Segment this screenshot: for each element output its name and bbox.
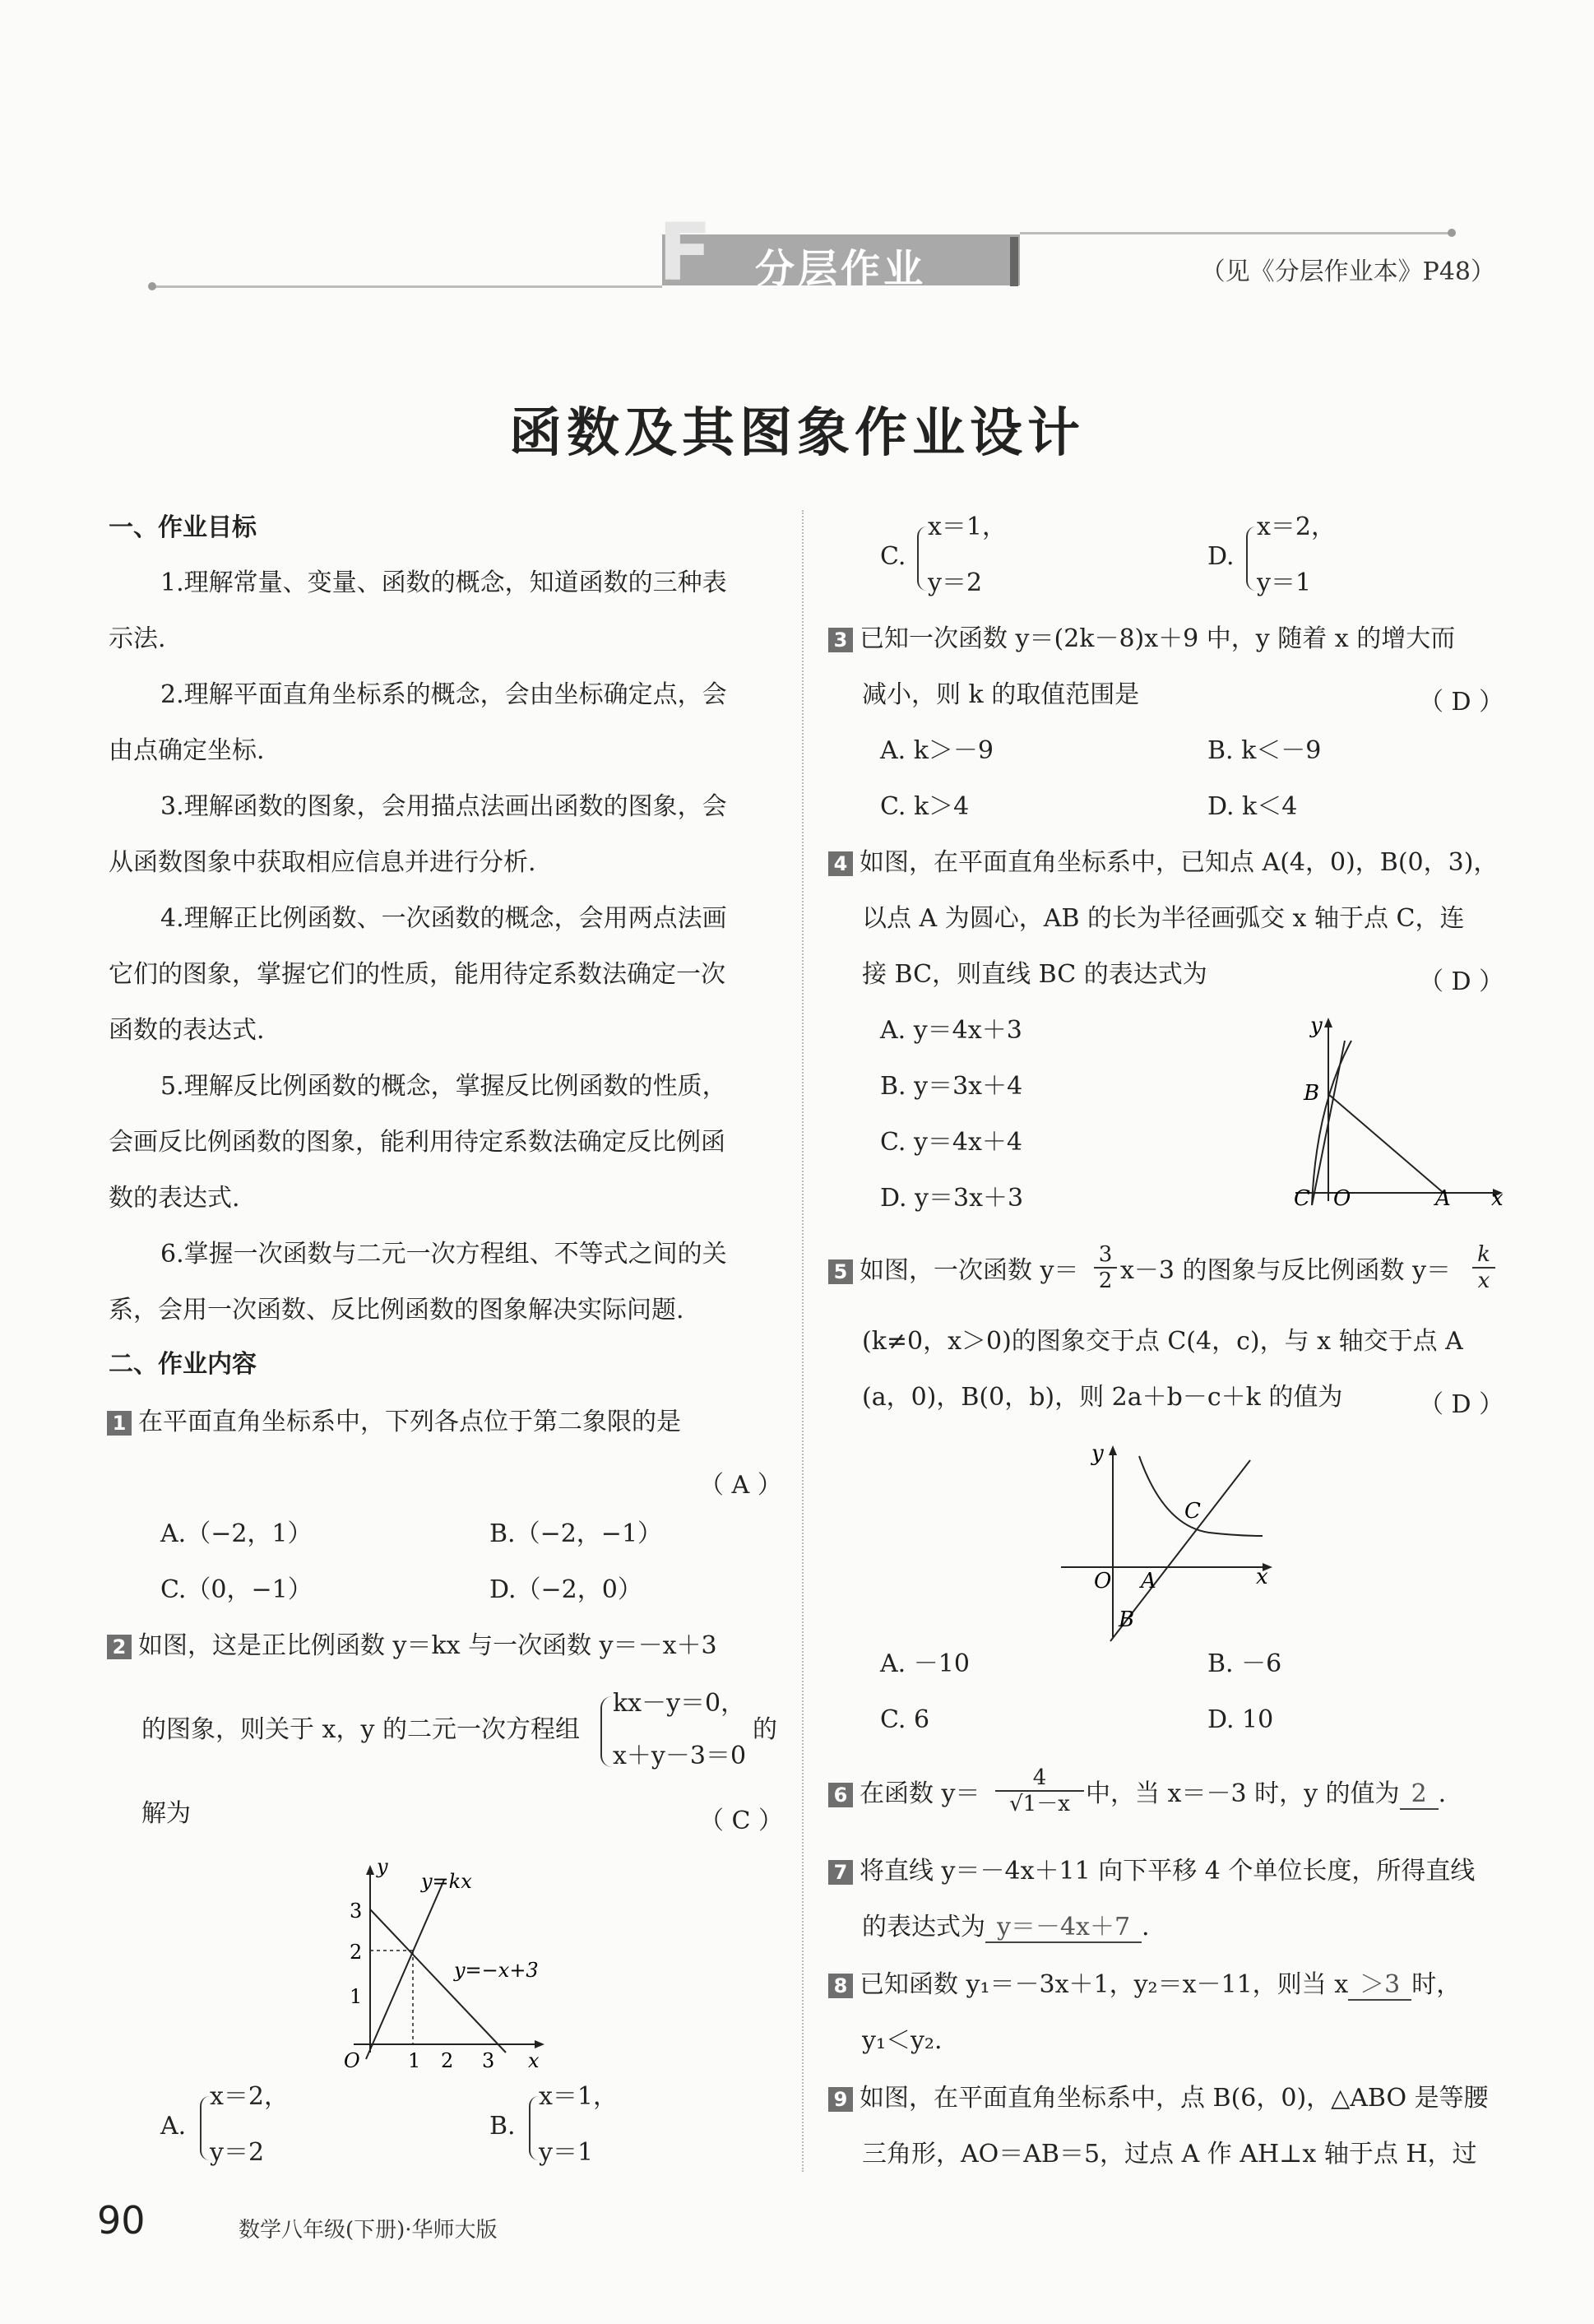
q2-graph-kx-label: y=kx	[421, 1870, 472, 1893]
page-title: 函数及其图象作业设计	[509, 402, 1085, 464]
q2-optB-r1: x＝1，	[539, 2082, 619, 2111]
q2-optB-label: B.	[489, 2112, 516, 2141]
q5-f1-denominator: 2	[1098, 1269, 1113, 1293]
sec1-line: 从函数图象中获取相应信息并进行分析.	[109, 848, 536, 877]
sec1-line: 由点确定坐标.	[109, 736, 265, 765]
q3-option-b: B. k＜－9	[1207, 736, 1322, 765]
q2-text: 如图，这是正比例函数 y＝kx 与一次函数 y＝－x＋3	[138, 1631, 717, 1660]
q6-text-mid	[1086, 1780, 1446, 1808]
q2-graph-xtick: 1	[408, 2049, 421, 2069]
q2-graph-xtick: 2	[441, 2049, 454, 2069]
q2-graph-line-label: y=−x+3	[454, 1959, 539, 1982]
q5-graph-c-label: C	[1184, 1499, 1201, 1524]
q2-optD-brace	[1246, 526, 1256, 591]
q2-number-badge: 2	[107, 1635, 132, 1659]
banner-f-icon: F	[658, 206, 712, 299]
q2-graph-x-label: x	[528, 2049, 540, 2069]
q6-number-badge: 6	[828, 1783, 853, 1807]
column-divider	[802, 510, 804, 2172]
banner-ref: （见《分层作业本》P48）	[1200, 257, 1495, 286]
q3-text: 已知一次函数 y＝(2k－8)x＋9 中，y 随着 x 的增大而	[860, 624, 1456, 653]
q4-option-c: C. y＝4x＋4	[880, 1128, 1022, 1157]
q6-mid: 中，当 x＝－3 时，y 的值为	[1086, 1779, 1400, 1808]
q2-optB-brace	[529, 2096, 539, 2160]
sec1-line: 数的表达式.	[109, 1184, 240, 1213]
q5-line2: (k≠0，x＞0)的图象交于点 C(4，c)，与 x 轴交于点 A	[862, 1327, 1463, 1356]
q5-graph-y-label: y	[1091, 1441, 1104, 1466]
q9-text: 如图，在平面直角坐标系中，点 B(6，0)，△ABO 是等腰	[860, 2084, 1489, 2113]
q7-fill-answer: y＝－4x＋7	[985, 1913, 1142, 1943]
q5-option-c: C. 6	[880, 1705, 930, 1734]
q2-graph-origin: O	[344, 2049, 360, 2069]
sec1-line: 3.理解函数的图象，会用描点法画出函数的图象，会	[160, 792, 727, 821]
q2-graph	[329, 1855, 551, 2069]
q8-number-badge: 8	[828, 1974, 853, 1998]
q1-stem	[107, 1408, 681, 1436]
q2-optA-label: A.	[160, 2112, 187, 2141]
banner-bar	[1010, 237, 1018, 286]
q5-f2-denominator: x	[1477, 1269, 1490, 1293]
q2-line2a: 的图象，则关于 x，y 的二元一次方程组	[141, 1715, 580, 1744]
q7-line2	[862, 1913, 1150, 1941]
q2-graph-ytick: 1	[350, 1985, 363, 2008]
q5-graph	[1049, 1436, 1287, 1645]
q6-fraction	[995, 1765, 1084, 1816]
q5-f1-numerator: 3	[1094, 1242, 1117, 1269]
banner-line-left	[152, 285, 662, 288]
q4-graph-y-label: y	[1310, 1014, 1323, 1038]
q5-fraction-1	[1094, 1242, 1117, 1293]
q5-option-b: B. －6	[1207, 1649, 1282, 1678]
sec1-line: 5.理解反比例函数的概念，掌握反比例函数的性质，	[160, 1072, 727, 1101]
q4-option-d: D. y＝3x＋3	[880, 1184, 1024, 1213]
sec1-line: 6.掌握一次函数与二元一次方程组、不等式之间的关	[160, 1240, 727, 1269]
q6-post: .	[1438, 1779, 1447, 1808]
q2-optC-label: C.	[880, 542, 906, 571]
q5-line1	[828, 1257, 1078, 1285]
q2-graph-ytick: 2	[350, 1941, 363, 1964]
q2-line3: 解为	[141, 1799, 191, 1828]
q3-answer: （ D ）	[1419, 688, 1504, 717]
q2-optC-r2: y＝2	[928, 568, 983, 597]
q7-post: .	[1142, 1913, 1150, 1941]
q3-line2: 减小，则 k 的取值范围是	[862, 680, 1140, 709]
q4-line3: 接 BC，则直线 BC 的表达式为	[862, 960, 1207, 989]
q1-number-badge: 1	[107, 1411, 132, 1436]
q3-number-badge: 3	[828, 628, 853, 652]
q9-number-badge: 9	[828, 2087, 853, 2112]
q1-option-c: C.（0，−1）	[160, 1575, 313, 1604]
q5-text-a: 如图，一次函数 y＝	[860, 1256, 1079, 1285]
q2-optD-r1: x＝2，	[1257, 513, 1337, 541]
q2-sys1: kx－y＝0，	[613, 1689, 746, 1718]
q4-line1	[828, 849, 1498, 877]
q6-denominator: √1－x	[1009, 1792, 1070, 1816]
footer-text: 数学八年级(下册)·华师大版	[239, 2218, 498, 2243]
q5-graph-a-label: A	[1141, 1569, 1156, 1593]
q8-text: 已知函数 y₁＝－3x＋1，y₂＝x－11，则当 x	[860, 1970, 1349, 1999]
sec2-heading: 二、作业内容	[109, 1350, 257, 1379]
q9-line1	[828, 2085, 1489, 2113]
q4-graph-a-label: A	[1435, 1186, 1451, 1211]
q6-fill-answer: 2	[1400, 1779, 1439, 1810]
q1-text: 在平面直角坐标系中，下列各点位于第二象限的是	[138, 1408, 681, 1436]
q5-text-b: x－3 的图象与反比例函数 y＝	[1120, 1256, 1452, 1285]
q7-pre: 的表达式为	[862, 1913, 985, 1941]
page-number: 90	[97, 2198, 146, 2243]
q4-graph-c-label: C	[1294, 1186, 1310, 1211]
q5-option-a: A. －10	[880, 1649, 970, 1678]
q5-option-d: D. 10	[1207, 1705, 1274, 1734]
q4-graph-b-label: B	[1304, 1081, 1320, 1106]
q2-optC-brace	[917, 526, 927, 591]
q3-option-d: D. k＜4	[1207, 792, 1298, 821]
q2-sys2: x＋y－3＝0	[613, 1742, 747, 1770]
q2-optD-r2: y＝1	[1257, 568, 1312, 597]
q2-line2b: 的	[753, 1715, 777, 1744]
q1-option-b: B.（−2，−1）	[489, 1519, 663, 1548]
q5-f2-numerator: k	[1472, 1242, 1495, 1269]
q5-fraction-2	[1472, 1242, 1495, 1293]
q5-graph-x-label: x	[1256, 1565, 1268, 1589]
sec1-line: 1.理解常量、变量、函数的概念，知道函数的三种表	[160, 568, 727, 597]
q9-line2: 三角形，AO＝AB＝5，过点 A 作 AH⊥x 轴于点 H，过	[862, 2140, 1477, 2169]
q2-graph-ytick: 3	[350, 1900, 363, 1923]
q2-line1	[107, 1632, 717, 1660]
sec1-heading: 一、作业目标	[109, 513, 257, 542]
q2-optA-r2: y＝2	[210, 2138, 265, 2167]
q5-graph-b-label: B	[1119, 1607, 1135, 1632]
q4-graph-x-label: x	[1491, 1186, 1504, 1211]
q3-line1	[828, 625, 1455, 653]
q8-post: 时，	[1411, 1970, 1462, 1999]
q2-optB-r2: y＝1	[539, 2138, 594, 2167]
q2-system-brace	[600, 1696, 612, 1767]
q2-graph-y-label: y	[377, 1855, 388, 1878]
q4-answer: （ D ）	[1419, 967, 1504, 996]
q5-line3: (a，0)，B(0，b)，则 2a＋b－c＋k 的值为	[862, 1383, 1343, 1412]
q7-number-badge: 7	[828, 1860, 853, 1885]
q8-line2: y₁＜y₂.	[862, 2026, 943, 2055]
q6-text-pre: 在函数 y＝	[860, 1779, 980, 1808]
q2-optA-r1: x＝2，	[210, 2082, 290, 2111]
q1-option-a: A.（−2，1）	[160, 1519, 313, 1548]
sec1-line: 它们的图象，掌握它们的性质，能用待定系数法确定一次	[109, 960, 725, 989]
sec1-line: 示法.	[109, 624, 166, 653]
q1-option-d: D.（−2，0）	[489, 1575, 642, 1604]
q4-graph	[1279, 1008, 1518, 1213]
q2-optD-label: D.	[1207, 542, 1235, 571]
q6-numerator: 4	[995, 1765, 1084, 1792]
banner-line-right	[1020, 232, 1452, 234]
sec1-line: 函数的表达式.	[109, 1016, 265, 1045]
q2-optC-r1: x＝1，	[928, 513, 1008, 541]
q3-option-c: C. k＞4	[880, 792, 970, 821]
q5-graph-o-label: O	[1094, 1569, 1112, 1593]
q5-number-badge: 5	[828, 1259, 853, 1284]
banner-dot-left	[148, 282, 156, 290]
q1-answer: （ A ）	[699, 1471, 782, 1500]
banner-dot-right	[1448, 229, 1456, 237]
q7-line1	[828, 1858, 1475, 1886]
q4-line2: 以点 A 为圆心，AB 的长为半径画弧交 x 轴于点 C，连	[862, 904, 1465, 933]
sec1-line: 会画反比例函数的图象，能利用待定系数法确定反比例函	[109, 1128, 725, 1157]
sec1-line: 4.理解正比例函数、一次函数的概念，会用两点法画	[160, 904, 727, 933]
q4-option-a: A. y＝4x＋3	[880, 1016, 1022, 1045]
q4-graph-o-label: O	[1333, 1186, 1351, 1211]
q2-optA-brace	[200, 2096, 210, 2160]
q2-answer: （ C ）	[699, 1807, 784, 1835]
q8-fill-answer: ＞3	[1348, 1970, 1411, 2001]
banner-title: 分层作业	[755, 246, 927, 292]
q4-text: 如图，在平面直角坐标系中，已知点 A(4，0)，B(0，3)，	[860, 848, 1499, 877]
q3-option-a: A. k＞－9	[880, 736, 994, 765]
q4-number-badge: 4	[828, 851, 853, 876]
q8-line1	[828, 1971, 1461, 1999]
q6-stem	[828, 1780, 980, 1808]
sec1-line: 系，会用一次函数、反比例函数的图象解决实际问题.	[109, 1296, 684, 1324]
q5-answer: （ D ）	[1419, 1390, 1504, 1419]
q4-option-b: B. y＝3x＋4	[880, 1072, 1023, 1101]
q7-text: 将直线 y＝－4x＋11 向下平移 4 个单位长度，所得直线	[860, 1857, 1476, 1886]
sec1-line: 2.理解平面直角坐标系的概念，会由坐标确定点，会	[160, 680, 727, 709]
q2-graph-xtick: 3	[482, 2049, 495, 2069]
